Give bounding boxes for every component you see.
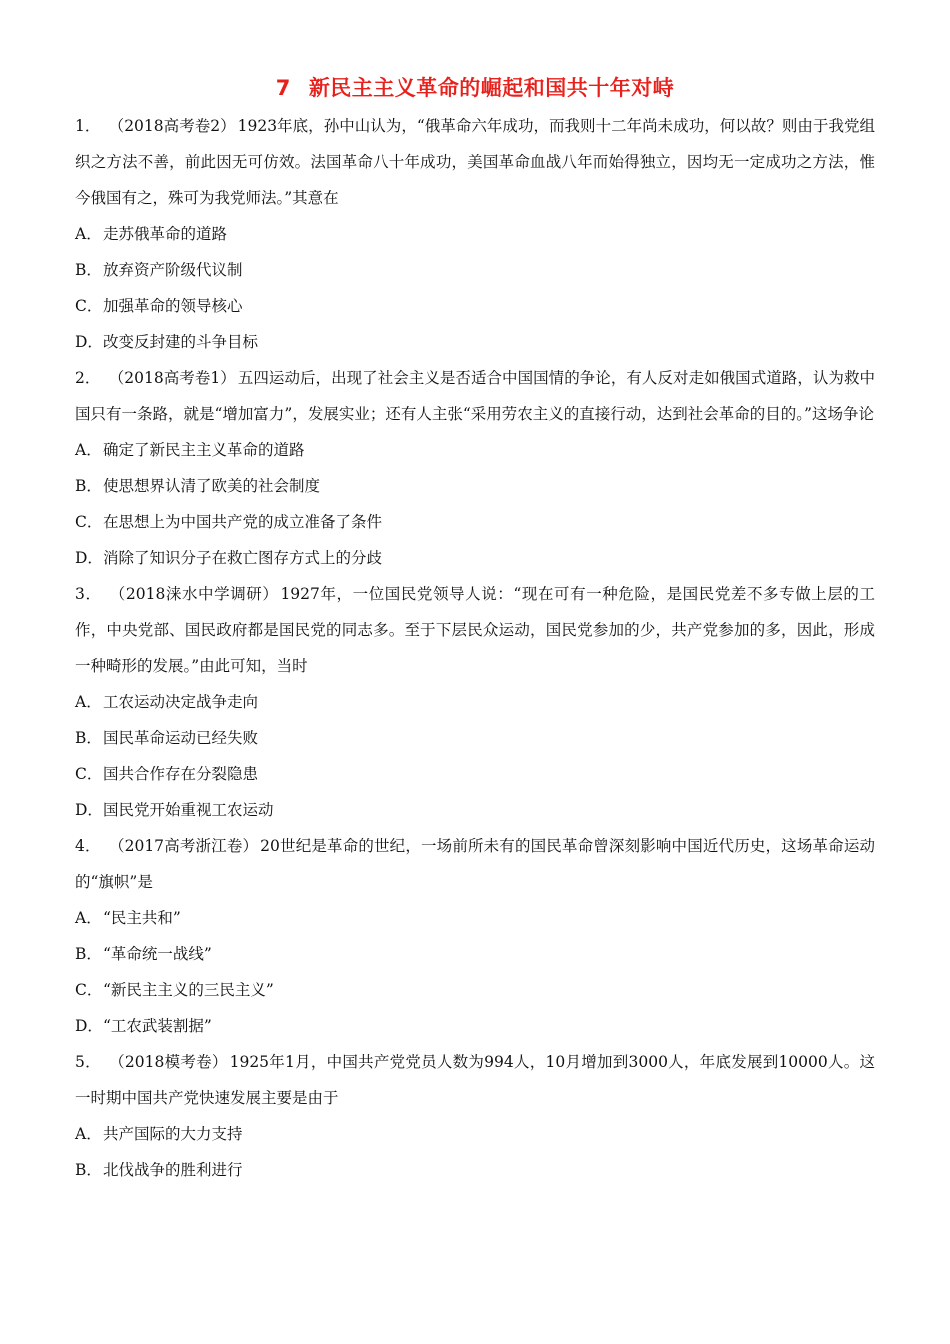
question-stem: [75, 576, 875, 684]
question-text: 1927年，一位国民党领导人说：“现在可有一种危险，是国民党差不多专做上层的工作，中央党部、国民政府都是国民党的同志多。至于下层民众运动，国民党参加的少，共产党参加的多，因此，形成一种畸形的发展。”由此可知，当时: [75, 585, 876, 675]
option-letter: D．: [75, 1017, 103, 1035]
option-b[interactable]: [75, 252, 875, 288]
question-source: （2017高考浙江卷）: [116, 837, 259, 855]
option-text: 使思想界认清了欧美的社会制度: [103, 477, 321, 495]
option-a[interactable]: [75, 432, 875, 468]
question-number: 2．: [75, 369, 101, 387]
option-b[interactable]: [75, 936, 875, 972]
option-text: 确定了新民主主义革命的道路: [103, 441, 305, 459]
option-text: 消除了知识分子在救亡图存方式上的分歧: [103, 549, 383, 567]
option-text: 加强革命的领导核心: [103, 297, 243, 315]
option-letter: B．: [75, 945, 102, 963]
option-a[interactable]: [75, 1116, 875, 1152]
option-letter: B．: [75, 477, 102, 495]
option-letter: C．: [75, 297, 103, 315]
option-text: 国民革命运动已经失败: [103, 729, 259, 747]
question-stem: [75, 360, 875, 432]
option-a[interactable]: [75, 216, 875, 252]
option-letter: D．: [75, 333, 103, 351]
question-source: （2018高考卷2）: [116, 117, 236, 135]
question-text: 20世纪是革命的世纪，一场前所未有的国民革命曾深刻影响中国近代历史，这场革命运动的“旗帜”是: [75, 837, 875, 891]
option-d[interactable]: [75, 1008, 875, 1044]
question-source: （2018高考卷1）: [116, 369, 236, 387]
option-c[interactable]: [75, 504, 875, 540]
option-letter: B．: [75, 729, 102, 747]
question-text: 1923年底，孙中山认为，“俄革命六年成功，而我则十二年尚未成功，何以故？则由于我党组织之方法不善，前此因无可仿效。法国革命八十年成功，美国革命血战八年而始得独立，因均无一定成功之方法，惟今俄国有之，殊可为我党师法。”其意在: [75, 117, 875, 207]
option-text: “工农武装割据”: [103, 1017, 212, 1035]
question-text: 1925年1月，中国共产党党员人数为994人，10月增加到3000人，年底发展到10000人。这一时期中国共产党快速发展主要是由于: [75, 1053, 876, 1107]
option-letter: C．: [75, 981, 103, 999]
option-text: 北伐战争的胜利进行: [103, 1161, 243, 1179]
option-d[interactable]: [75, 540, 875, 576]
option-d[interactable]: [75, 792, 875, 828]
question-5: [75, 1044, 875, 1188]
option-letter: D．: [75, 549, 103, 567]
question-source: （2018模考卷）: [116, 1053, 228, 1071]
option-letter: D．: [75, 801, 103, 819]
option-letter: B．: [75, 261, 102, 279]
option-text: 共产国际的大力支持: [103, 1125, 243, 1143]
chapter-title: 新民主主义革命的崛起和国共十年对峙: [308, 76, 675, 100]
option-letter: C．: [75, 765, 103, 783]
option-text: “民主共和”: [103, 909, 181, 927]
option-c[interactable]: [75, 756, 875, 792]
question-number: 3．: [75, 585, 102, 603]
option-text: 国民党开始重视工农运动: [103, 801, 274, 819]
question-3: [75, 576, 875, 828]
option-letter: A．: [75, 1125, 102, 1143]
option-text: 工农运动决定战争走向: [103, 693, 259, 711]
option-c[interactable]: [75, 288, 875, 324]
option-b[interactable]: [75, 720, 875, 756]
question-2: [75, 360, 875, 576]
option-letter: B．: [75, 1161, 102, 1179]
question-1: [75, 108, 875, 360]
question-stem: [75, 1044, 875, 1116]
option-text: 国共合作存在分裂隐患: [103, 765, 259, 783]
question-number: 4．: [75, 837, 101, 855]
option-letter: A．: [75, 909, 102, 927]
option-letter: A．: [75, 693, 102, 711]
option-b[interactable]: [75, 1152, 875, 1188]
question-text: 五四运动后，出现了社会主义是否适合中国国情的争论，有人反对走如俄国式道路，认为救中国只有一条路，就是“增加富力”，发展实业；还有人主张“采用劳农主义的直接行动，达到社会革命的目的。”这场争论: [75, 369, 875, 423]
option-b[interactable]: [75, 468, 875, 504]
option-letter: A．: [75, 441, 102, 459]
option-text: “革命统一战线”: [103, 945, 212, 963]
option-text: 走苏俄革命的道路: [103, 225, 228, 243]
option-text: “新民主主义的三民主义”: [103, 981, 274, 999]
chapter-number: 7: [275, 76, 291, 100]
question-number: 1．: [75, 117, 101, 135]
question-stem: [75, 108, 875, 216]
option-a[interactable]: [75, 900, 875, 936]
option-text: 在思想上为中国共产党的成立准备了条件: [103, 513, 383, 531]
question-source: （2018涞水中学调研）: [117, 585, 279, 603]
question-4: [75, 828, 875, 1044]
page-title: [0, 72, 950, 102]
option-letter: C．: [75, 513, 103, 531]
question-list: [75, 108, 875, 1188]
option-letter: A．: [75, 225, 102, 243]
option-text: 放弃资产阶级代议制: [103, 261, 243, 279]
option-d[interactable]: [75, 324, 875, 360]
option-a[interactable]: [75, 684, 875, 720]
option-text: 改变反封建的斗争目标: [103, 333, 259, 351]
question-stem: [75, 828, 875, 900]
question-number: 5．: [75, 1053, 101, 1071]
option-c[interactable]: [75, 972, 875, 1008]
